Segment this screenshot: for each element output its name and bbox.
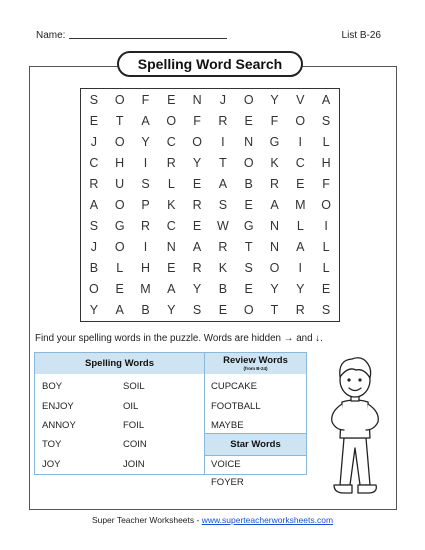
grid-letter: R bbox=[166, 155, 176, 170]
grid-letter: R bbox=[269, 176, 279, 191]
grid-letter: N bbox=[166, 240, 176, 255]
grid-letter: S bbox=[218, 197, 228, 212]
grid-letter: H bbox=[140, 261, 150, 276]
grid-letter: T bbox=[244, 240, 253, 255]
grid-letter: C bbox=[166, 219, 176, 234]
star-words-header: Star Words bbox=[205, 433, 306, 456]
grid-letter: R bbox=[218, 113, 228, 128]
grid-letter: O bbox=[243, 155, 254, 170]
grid-letter: E bbox=[244, 113, 253, 128]
grid-letter: A bbox=[192, 240, 202, 255]
grid-letter: T bbox=[270, 303, 279, 318]
grid-letter: S bbox=[89, 219, 99, 234]
grid-letter: A bbox=[89, 197, 99, 212]
name-field[interactable] bbox=[36, 30, 227, 41]
grid-letter: O bbox=[243, 303, 254, 318]
grid-letter: O bbox=[114, 197, 125, 212]
grid-letter: G bbox=[114, 219, 125, 234]
grid-letter: B bbox=[244, 176, 253, 191]
grid-letter: S bbox=[89, 92, 99, 107]
eye bbox=[358, 378, 361, 381]
grid-letter: A bbox=[321, 92, 331, 107]
spelling-word: FOIL bbox=[123, 420, 145, 431]
grid-letter: K bbox=[218, 261, 228, 276]
spelling-word: SOIL bbox=[123, 381, 145, 392]
review-words-header bbox=[205, 353, 306, 374]
grid-letter: K bbox=[270, 155, 279, 170]
grid-letter: S bbox=[141, 176, 150, 191]
grid-letter: A bbox=[218, 176, 228, 191]
grid-letter: U bbox=[115, 176, 125, 191]
grid-letter: R bbox=[192, 197, 202, 212]
grid-letter: O bbox=[192, 134, 202, 149]
grid-letter: E bbox=[115, 282, 124, 297]
grid-letter: A bbox=[296, 240, 305, 255]
grid-letter: F bbox=[141, 92, 150, 107]
boy-illustration bbox=[322, 350, 388, 502]
footer-link[interactable]: www.superteacherworksheets.com bbox=[201, 515, 334, 525]
grid-letter: B bbox=[89, 261, 99, 276]
spelling-word: JOY bbox=[42, 459, 61, 470]
grid-letter: O bbox=[114, 240, 125, 255]
grid-letter: Y bbox=[270, 92, 279, 107]
grid-letter: E bbox=[192, 219, 202, 234]
grid-letter: J bbox=[90, 240, 98, 255]
grid-letter: A bbox=[167, 282, 176, 297]
grid-letter: Y bbox=[89, 303, 99, 318]
review-word: MAYBE bbox=[211, 420, 244, 431]
grid-letter: A bbox=[141, 113, 150, 128]
grid-letter: Y bbox=[167, 303, 176, 318]
grid-letter: P bbox=[141, 197, 150, 212]
grid-letter: E bbox=[192, 176, 202, 191]
grid-letter: R bbox=[89, 176, 99, 191]
grid-letter: E bbox=[244, 197, 253, 212]
grid-letter: E bbox=[167, 92, 176, 107]
grid-letter: N bbox=[244, 134, 254, 149]
grid-letter: M bbox=[140, 282, 151, 297]
footer bbox=[0, 515, 425, 525]
list-id: List B-26 bbox=[341, 30, 381, 41]
instructions: Find your spelling words in the puzzle. Words are hidden → and ↓. bbox=[35, 333, 323, 344]
grid-letter: M bbox=[295, 197, 306, 212]
grid-letter: F bbox=[193, 113, 201, 128]
spelling-word: BOY bbox=[42, 381, 63, 392]
grid-letter: T bbox=[219, 155, 227, 170]
grid-letter: S bbox=[321, 303, 331, 318]
grid-letter: B bbox=[218, 282, 228, 297]
grid-letter: N bbox=[192, 92, 202, 107]
grid-letter: W bbox=[216, 219, 229, 234]
grid-letter: I bbox=[143, 155, 148, 170]
star-word: VOICE bbox=[211, 459, 241, 470]
spelling-words-header: Spelling Words bbox=[35, 353, 204, 374]
grid-letter: L bbox=[322, 261, 330, 276]
review-word: FOOTBALL bbox=[211, 401, 261, 412]
eye bbox=[347, 378, 350, 381]
grid-letter: G bbox=[243, 219, 254, 234]
grid-letter: I bbox=[298, 134, 303, 149]
review-words-title: Review Words bbox=[223, 355, 288, 366]
grid-letter: F bbox=[270, 113, 279, 128]
grid-letter: O bbox=[166, 113, 177, 128]
grid-letter: H bbox=[321, 155, 331, 170]
grid-letter: N bbox=[269, 240, 279, 255]
grid-letter: L bbox=[296, 219, 304, 234]
grid-letter: L bbox=[167, 176, 175, 191]
word-search-grid bbox=[80, 88, 340, 322]
grid-letter: S bbox=[321, 113, 331, 128]
grid-letter: K bbox=[167, 197, 176, 212]
grid-letter: I bbox=[324, 219, 328, 234]
grid-letter: E bbox=[244, 282, 253, 297]
grid-letter: R bbox=[140, 219, 150, 234]
grid-letter: L bbox=[322, 134, 330, 149]
grid-letter: R bbox=[192, 261, 202, 276]
grid-letter: C bbox=[89, 155, 99, 170]
page-title: Spelling Word Search bbox=[117, 51, 303, 77]
grid-letter: J bbox=[219, 92, 227, 107]
grid-letter: O bbox=[269, 261, 280, 276]
grid-letter: S bbox=[192, 303, 202, 318]
grid-letter: Y bbox=[296, 282, 305, 297]
grid-letter: I bbox=[298, 261, 303, 276]
spelling-word: TOY bbox=[42, 439, 62, 450]
grid-letter: E bbox=[167, 261, 176, 276]
grid-letter: E bbox=[321, 282, 331, 297]
grid-letter: J bbox=[90, 134, 98, 149]
grid-letter: S bbox=[244, 261, 253, 276]
grid-letter: O bbox=[114, 134, 125, 149]
spelling-word: COIN bbox=[123, 439, 147, 450]
review-words-subtitle: (from B-24) bbox=[243, 366, 268, 371]
grid-letter: I bbox=[221, 134, 225, 149]
name-label: Name: bbox=[36, 30, 66, 41]
spelling-word: OIL bbox=[123, 401, 139, 412]
grid-letter: L bbox=[322, 240, 330, 255]
grid-letter: O bbox=[89, 282, 99, 297]
grid-letter: N bbox=[269, 219, 279, 234]
name-underline[interactable] bbox=[69, 38, 227, 39]
spelling-word: ANNOY bbox=[42, 420, 76, 431]
grid-letter: G bbox=[269, 134, 280, 149]
grid-letter: E bbox=[218, 303, 228, 318]
grid-letter: E bbox=[296, 176, 305, 191]
grid-letter: C bbox=[166, 134, 176, 149]
footer-text: Super Teacher Worksheets - bbox=[91, 515, 202, 525]
grid-letter: R bbox=[218, 240, 228, 255]
star-word: FOYER bbox=[211, 477, 244, 488]
grid-letter: Y bbox=[141, 134, 150, 149]
grid-letter: E bbox=[89, 113, 99, 128]
grid-letter: Y bbox=[192, 282, 202, 297]
spelling-word: JOIN bbox=[123, 459, 145, 470]
grid-letter: C bbox=[295, 155, 305, 170]
grid-letter: F bbox=[322, 176, 330, 191]
grid-letter: O bbox=[295, 113, 306, 128]
grid-letter: A bbox=[270, 197, 279, 212]
grid-letter: O bbox=[243, 92, 254, 107]
review-word: CUPCAKE bbox=[211, 381, 257, 392]
grid-letter: A bbox=[115, 303, 124, 318]
grid-letter: R bbox=[295, 303, 305, 318]
grid-letter: H bbox=[115, 155, 125, 170]
grid-letter: O bbox=[114, 92, 125, 107]
grid-letter: L bbox=[116, 261, 124, 276]
grid-letter: V bbox=[296, 92, 305, 107]
grid-letter: B bbox=[141, 303, 150, 318]
grid-letter: O bbox=[321, 197, 331, 212]
spelling-word: ENJOY bbox=[42, 401, 74, 412]
grid-letter: I bbox=[143, 240, 148, 255]
grid-letter: T bbox=[115, 113, 124, 128]
grid-letter: Y bbox=[270, 282, 279, 297]
grid-letter: Y bbox=[192, 155, 202, 170]
